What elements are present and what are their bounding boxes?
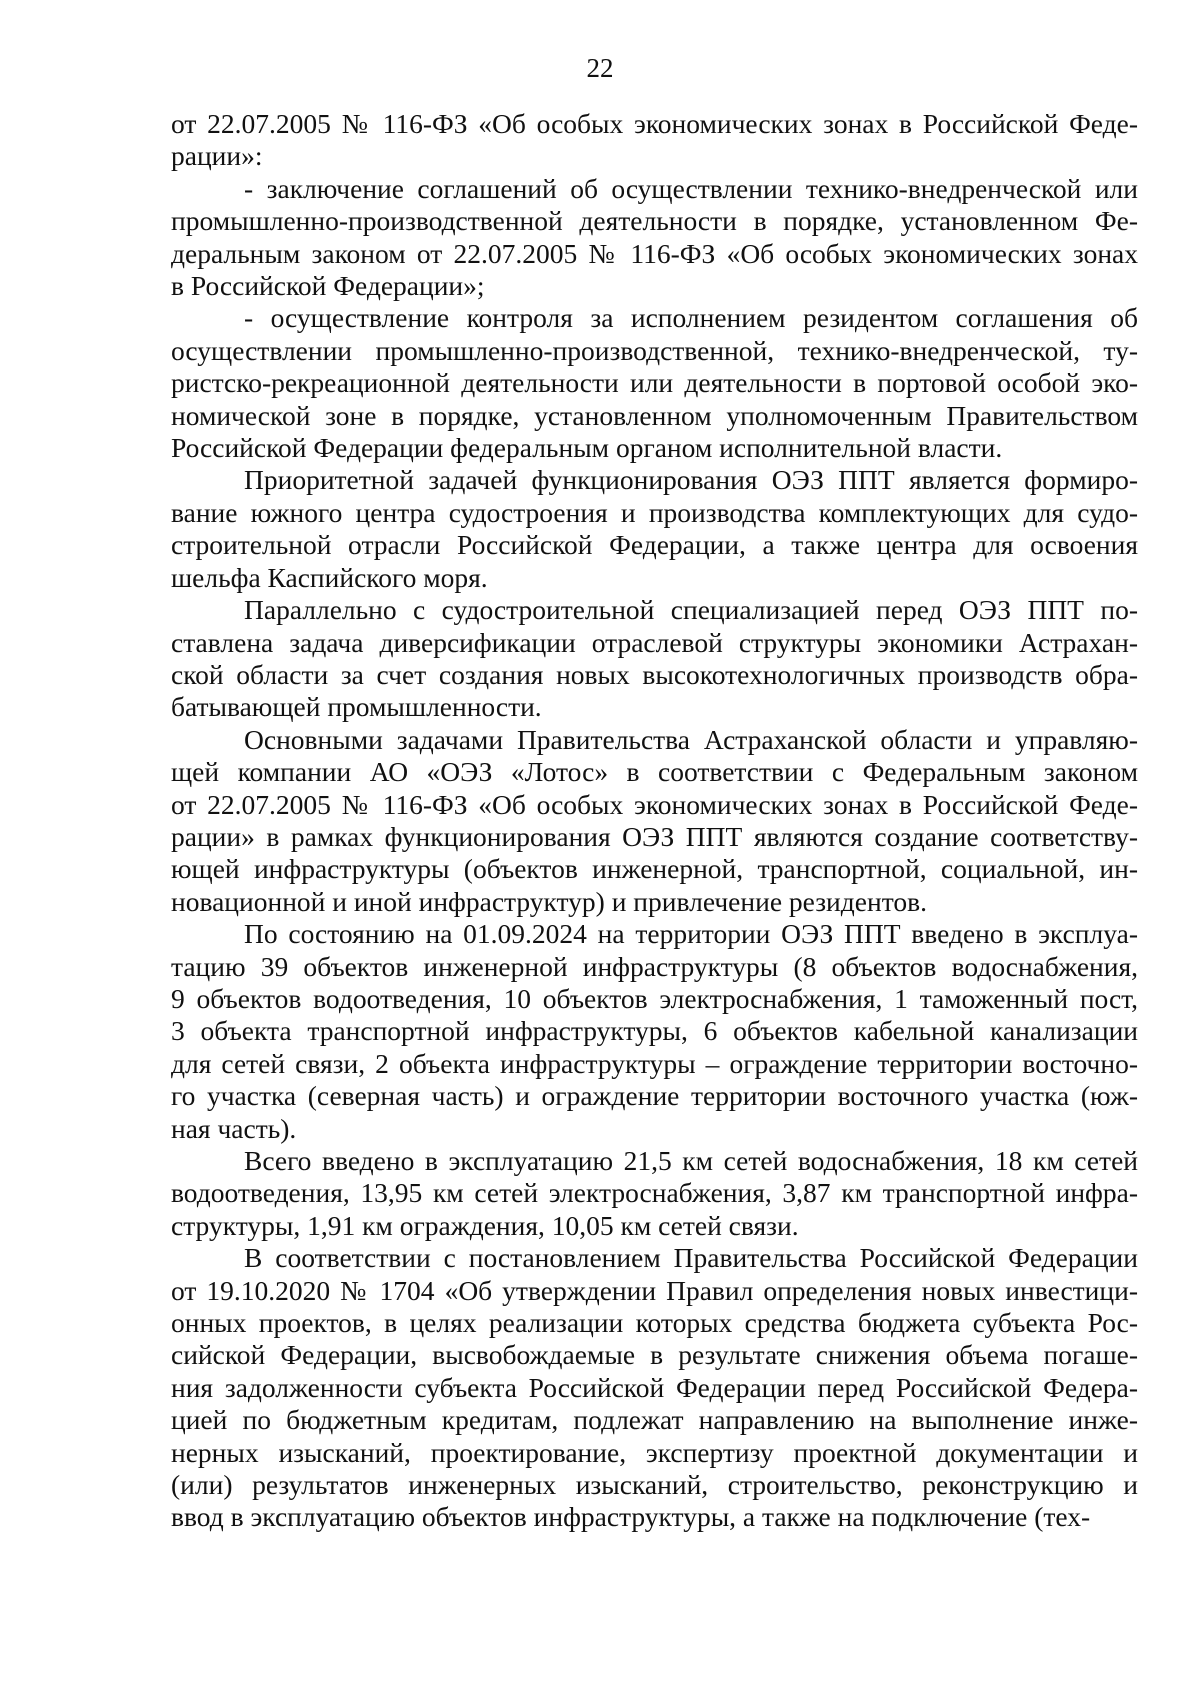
text-line: нерных изысканий, проектирование, экспертизу проектной документации и: [171, 1436, 1138, 1468]
text-line: в Российской Федерации»;: [171, 270, 485, 302]
text-line: Основными задачами Правительства Астраханской области и управляю-: [244, 723, 1138, 755]
text-line: - заключение соглашений об осуществлении технико-внедренческой или: [244, 172, 1138, 204]
paragraph: [171, 594, 1138, 724]
text-line: строительной отрасли Российской Федерации, а также центра для освоения: [171, 529, 1138, 561]
text-line: батывающей промышленности.: [171, 691, 542, 723]
text-line: ния задолженности субъекта Российской Федерации перед Российской Федера-: [171, 1371, 1138, 1403]
text-line: - осуществление контроля за исполнением резидентом соглашения об: [244, 302, 1138, 334]
text-line: Параллельно с судостроительной специализацией перед ОЭЗ ППТ по-: [244, 594, 1138, 626]
text-line: от 22.07.2005 № 116-ФЗ «Об особых экономических зонах в Российской Феде-: [171, 108, 1138, 139]
text-line: шельфа Каспийского моря.: [171, 561, 488, 593]
text-line: вание южного центра судостроения и производства комплектующих для судо-: [171, 496, 1138, 528]
text-line: (или) результатов инженерных изысканий, строительство, реконструкцию и: [171, 1469, 1138, 1501]
text-line: По состоянию на 01.09.2024 на территории ОЭЗ ППТ введено в эксплуа-: [244, 918, 1138, 950]
text-line: промышленно-производственной деятельности в порядке, установленном Фе-: [171, 205, 1138, 237]
text-line: ющей инфраструктуры (объектов инженерной, транспортной, социальной, ин-: [171, 853, 1138, 885]
text-line: тацию 39 объектов инженерной инфраструктуры (8 объектов водоснабжения,: [171, 950, 1138, 982]
paragraph: [171, 1242, 1138, 1534]
text-line: ввод в эксплуатацию объектов инфраструктуры, а также на подключение (тех-: [171, 1501, 1091, 1533]
text-line: новационной и иной инфраструктур) и привлечение резидентов.: [171, 885, 927, 917]
paragraph: [171, 464, 1138, 594]
paragraph: [171, 724, 1138, 918]
text-line: цией по бюджетным кредитам, подлежат направлению на выполнение инже-: [171, 1404, 1138, 1436]
text-line: структуры, 1,91 км ограждения, 10,05 км сетей связи.: [171, 1209, 799, 1241]
text-line: В соответствии с постановлением Правительства Российской Федерации: [244, 1242, 1138, 1274]
text-line: го участка (северная часть) и ограждение территории восточного участка (юж-: [171, 1080, 1138, 1112]
paragraph: [171, 1145, 1138, 1242]
text-line: онных проектов, в целях реализации которых средства бюджета субъекта Рос-: [171, 1307, 1138, 1339]
text-line: сийской Федерации, высвобождаемые в результате снижения объема погаше-: [171, 1339, 1138, 1371]
text-line: 3 объекта транспортной инфраструктуры, 6 объектов кабельной канализации: [171, 1015, 1138, 1047]
text-line: от 22.07.2005 № 116-ФЗ «Об особых экономических зонах в Российской Феде-: [171, 788, 1138, 820]
text-line: водоотведения, 13,95 км сетей электроснабжения, 3,87 км транспортной инфра-: [171, 1177, 1138, 1209]
text-line: ристско-рекреационной деятельности или деятельности в портовой особой эко-: [171, 367, 1138, 399]
text-line: деральным законом от 22.07.2005 № 116-ФЗ «Об особых экономических зонах: [171, 237, 1138, 269]
text-line: для сетей связи, 2 объекта инфраструктуры – ограждение территории восточно-: [171, 1047, 1138, 1079]
paragraph: [171, 108, 1138, 173]
text-line: Российской Федерации федеральным органом исполнительной власти.: [171, 432, 1003, 464]
text-line: номической зоне в порядке, установленном уполномоченным Правительством: [171, 399, 1138, 431]
text-line: 9 объектов водоотведения, 10 объектов электроснабжения, 1 таможенный пост,: [171, 982, 1138, 1014]
text-line: ской области за счет создания новых высокотехнологичных производств обра-: [171, 658, 1138, 690]
text-line: рации»:: [171, 140, 263, 172]
text-line: ставлена задача диверсификации отраслевой структуры экономики Астрахан-: [171, 626, 1138, 658]
text-line: осуществлении промышленно-производственной, технико-внедренческой, ту-: [171, 334, 1138, 366]
text-line: от 19.10.2020 № 1704 «Об утверждении Правил определения новых инвестици-: [171, 1274, 1138, 1306]
text-line: щей компании АО «ОЭЗ «Лотос» в соответствии с Федеральным законом: [171, 756, 1138, 788]
text-line: рации» в рамках функционирования ОЭЗ ППТ являются создание соответству-: [171, 820, 1138, 852]
document-body: [171, 108, 1138, 1534]
paragraph: [171, 918, 1138, 1145]
text-line: ная часть).: [171, 1112, 297, 1144]
text-line: Всего введено в эксплуатацию 21,5 км сетей водоснабжения, 18 км сетей: [244, 1145, 1138, 1176]
paragraph: [171, 302, 1138, 464]
paragraph: [171, 173, 1138, 303]
text-line: Приоритетной задачей функционирования ОЭЗ ППТ является формиро-: [244, 464, 1138, 496]
page-number: 22: [586, 53, 614, 83]
